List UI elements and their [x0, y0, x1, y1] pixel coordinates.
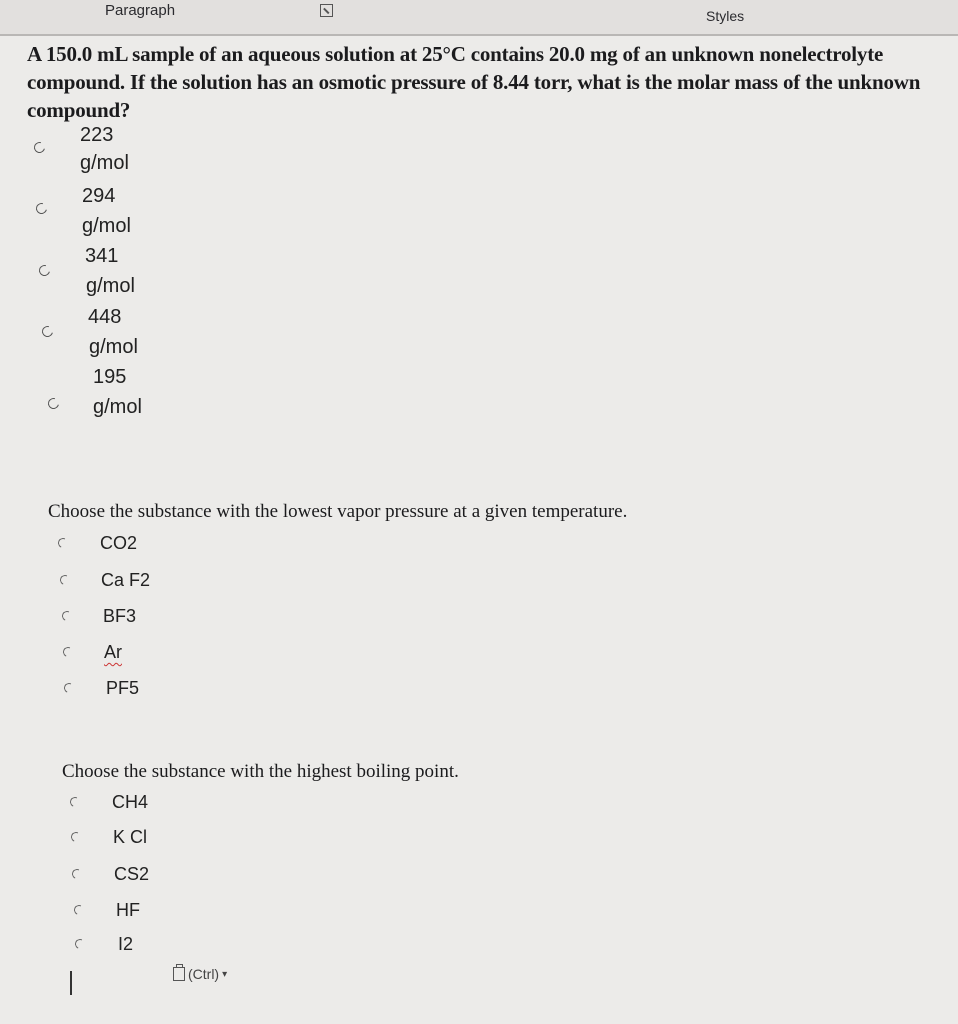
paste-options-label: (Ctrl)	[188, 966, 220, 982]
radio-button[interactable]	[59, 574, 72, 587]
styles-group-label: Styles	[706, 8, 745, 24]
radio-button[interactable]	[70, 831, 83, 844]
clipboard-icon	[173, 967, 185, 981]
radio-button[interactable]	[46, 396, 61, 411]
radio-button[interactable]	[40, 324, 55, 339]
question-2-text: Choose the substance with the lowest vapor pressure at a given temperature.	[48, 501, 628, 522]
document-body[interactable]: A 150.0 mL sample of an aqueous solution at 25°C contains 20.0 mg of an unknown nonelectrolyte compound. If the solution has an osmotic pressure of 8.44 torr, what is the molar mass of the unknown compound? 223 g/mol 294 g/mol 341 g/mol 448 g/mol 195 g/mol Choose the substance with the lowest vapor pressure at a given temperature. CO2 Ca F2 BF3 Ar PF5 Choose the substance with the highest boiling point. CH4 K Cl CS2 HF I2 (Ctrl) ▾	[0, 36, 958, 1024]
radio-button[interactable]	[73, 904, 86, 917]
paragraph-dialog-launcher-icon[interactable]	[320, 4, 333, 17]
question-3-text: Choose the substance with the highest boiling point.	[62, 761, 459, 782]
radio-button[interactable]	[74, 938, 87, 951]
radio-button[interactable]	[71, 868, 84, 881]
radio-button[interactable]	[57, 537, 70, 550]
radio-button[interactable]	[69, 796, 82, 809]
radio-button[interactable]	[62, 646, 75, 659]
radio-button[interactable]	[32, 140, 47, 155]
radio-button[interactable]	[63, 682, 76, 695]
question-1-text: A 150.0 mL sample of an aqueous solution at 25°C contains 20.0 mg of an unknown nonelectrolyte compound. If the solution has an osmotic pressure of 8.44 torr, what is the molar mass of the unknown compound?	[27, 42, 921, 122]
ribbon	[0, 0, 958, 36]
paste-options-button[interactable]	[173, 966, 227, 982]
radio-button[interactable]	[34, 201, 49, 216]
radio-button[interactable]	[61, 610, 74, 623]
radio-button[interactable]	[37, 263, 52, 278]
paragraph-group-label: Paragraph	[105, 2, 176, 19]
text-cursor	[70, 971, 72, 995]
chevron-down-icon: ▾	[222, 968, 228, 980]
